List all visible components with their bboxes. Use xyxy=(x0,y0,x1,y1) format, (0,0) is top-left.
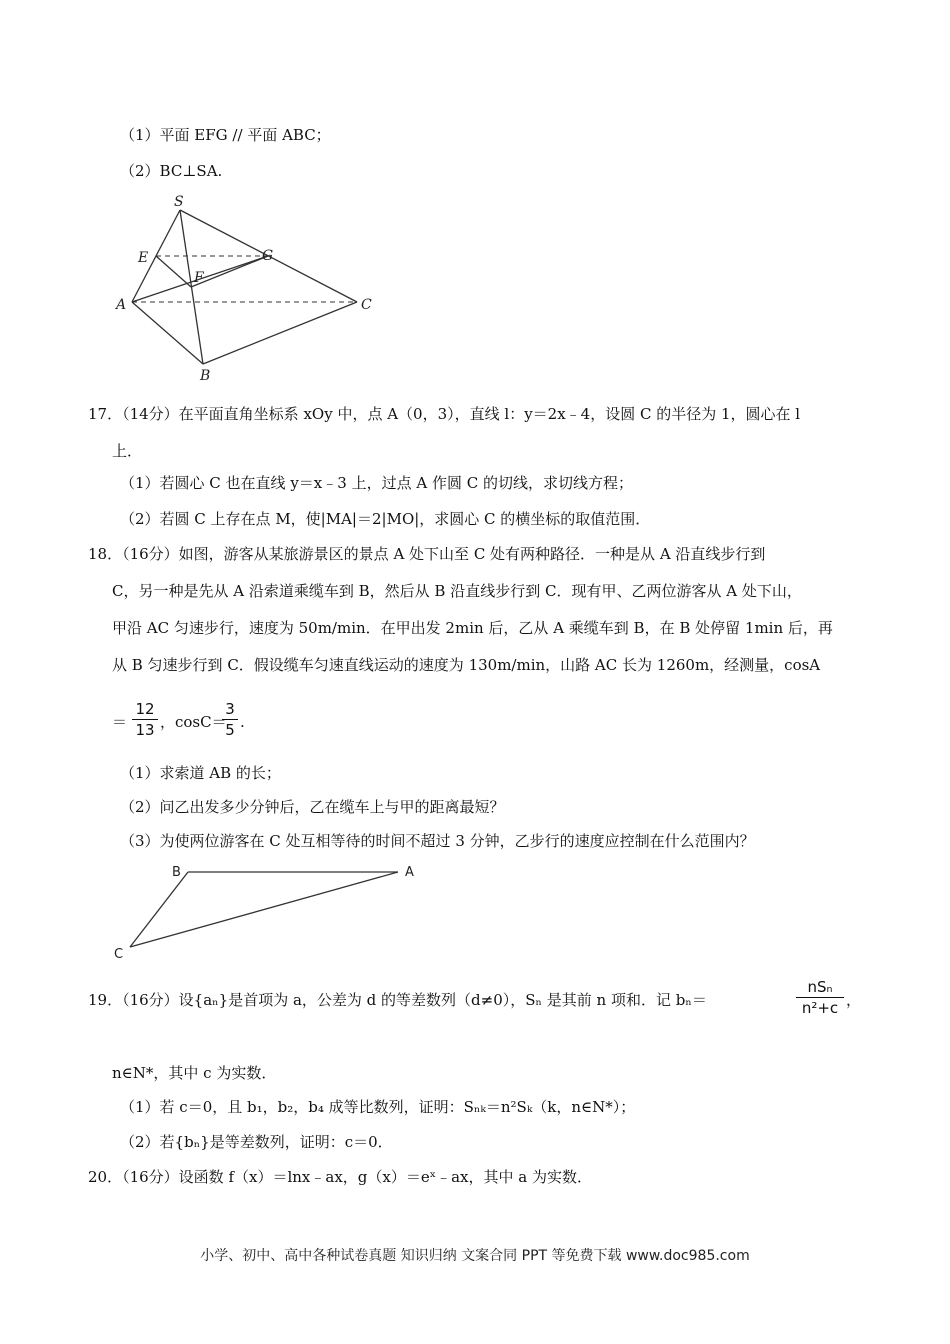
label-A: A xyxy=(116,297,127,313)
cosC-numerator: 3 xyxy=(225,700,235,718)
cosC-denominator: 5 xyxy=(225,721,235,739)
label-F: F xyxy=(194,270,204,286)
q18-line2: C，另一种是先从 A 沿索道乘缆车到 B，然后从 B 沿直线步行到 C．现有甲、乙两位游客从 A 处下山， xyxy=(112,582,802,600)
q18-part1: （1）求索道 AB 的长； xyxy=(120,764,281,782)
q18-line3: 甲沿 AC 匀速步行，速度为 50m/min．在甲出发 2min 后，乙从 A 乘缆车到 B，在 B 处停留 1min 后，再 xyxy=(112,619,833,637)
edge-AB xyxy=(132,302,203,364)
q18-triangle-figure xyxy=(108,858,428,966)
q18-line4: 从 B 匀速步行到 C．假设缆车匀速直线运动的速度为 130m/min，山路 AC 长为 1260m，经测量，cosA xyxy=(112,656,821,674)
q19-part2: （2）若{bₙ}是等差数列，证明：c＝0． xyxy=(120,1133,393,1151)
label-C: C xyxy=(361,297,372,313)
label-E: E xyxy=(138,250,149,266)
edge-BC xyxy=(130,872,188,947)
q17-part2: （2）若圆 C 上存在点 M，使|MA|＝2|MO|，求圆心 C 的横坐标的取值范围． xyxy=(120,510,651,528)
edge-BC xyxy=(203,302,357,364)
page-footer: 小学、初中、高中各种试卷真题 知识归纳 文案合同 PPT 等免费下载 www.doc985.com xyxy=(200,1248,750,1264)
q18-part2: （2）问乙出发多少分钟后，乙在缆车上与甲的距离最短？ xyxy=(120,798,505,816)
edge-EF xyxy=(156,256,191,287)
q16-pyramid-figure xyxy=(110,192,380,384)
q16-part1: （1）平面 EFG // 平面 ABC； xyxy=(120,126,331,144)
q18-eq-prefix: ＝ xyxy=(112,713,128,731)
label-C: C xyxy=(114,947,124,962)
q19-bn-fraction xyxy=(796,978,844,1017)
q20-line1: 20．（16分）设函数 f（x）＝lnx﹣ax，g（x）＝eˣ﹣ax，其中 a 为实数． xyxy=(88,1168,592,1186)
label-S: S xyxy=(174,194,184,210)
q18-eq-end: . xyxy=(240,713,245,731)
bn-numerator: nSₙ xyxy=(807,978,833,996)
bn-denominator: n²+c xyxy=(801,999,839,1017)
q18-part3: （3）为使两位游客在 C 处互相等待的时间不超过 3 分钟，乙步行的速度应控制在什么范围内？ xyxy=(120,832,755,850)
q16-part2: （2）BC⊥SA. xyxy=(120,162,223,180)
cosA-denominator: 13 xyxy=(135,721,155,739)
q18-cosC-fraction xyxy=(222,700,238,739)
label-A: A xyxy=(405,865,414,880)
label-B: B xyxy=(200,368,211,384)
q18-line1: 18．（16分）如图，游客从某旅游景区的景点 A 处下山至 C 处有两种路径．一种是从 A 沿直线步行到 xyxy=(88,545,766,563)
edge-CA xyxy=(130,872,398,947)
q17-head-line2: 上． xyxy=(112,442,143,460)
cosA-numerator: 12 xyxy=(135,700,155,718)
label-G: G xyxy=(262,248,274,264)
q19-part1: （1）若 c＝0，且 b₁，b₂，b₄ 成等比数列，证明：Sₙₖ＝n²Sₖ（k，n∈N*）； xyxy=(120,1098,636,1116)
q17-part1: （1）若圆心 C 也在直线 y＝x﹣3 上，过点 A 作圆 C 的切线，求切线方程； xyxy=(120,474,633,492)
label-B: B xyxy=(172,865,181,880)
q17-head-line1: 17．（14分）在平面直角坐标系 xOy 中，点 A（0，3），直线 l：y＝2x﹣4，设圆 C 的半径为 1，圆心在 l xyxy=(88,405,801,423)
q18-cosA-fraction xyxy=(132,700,158,739)
q18-cosC-label: ，cosC＝ xyxy=(160,713,227,731)
q19-line2: n∈N*，其中 c 为实数． xyxy=(112,1064,277,1082)
q19-bn-end: ， xyxy=(846,991,862,1009)
q19-line1: 19．（16分）设{aₙ}是首项为 a，公差为 d 的等差数列（d≠0），Sₙ 是其前 n 项和．记 bₙ＝ xyxy=(88,991,707,1009)
